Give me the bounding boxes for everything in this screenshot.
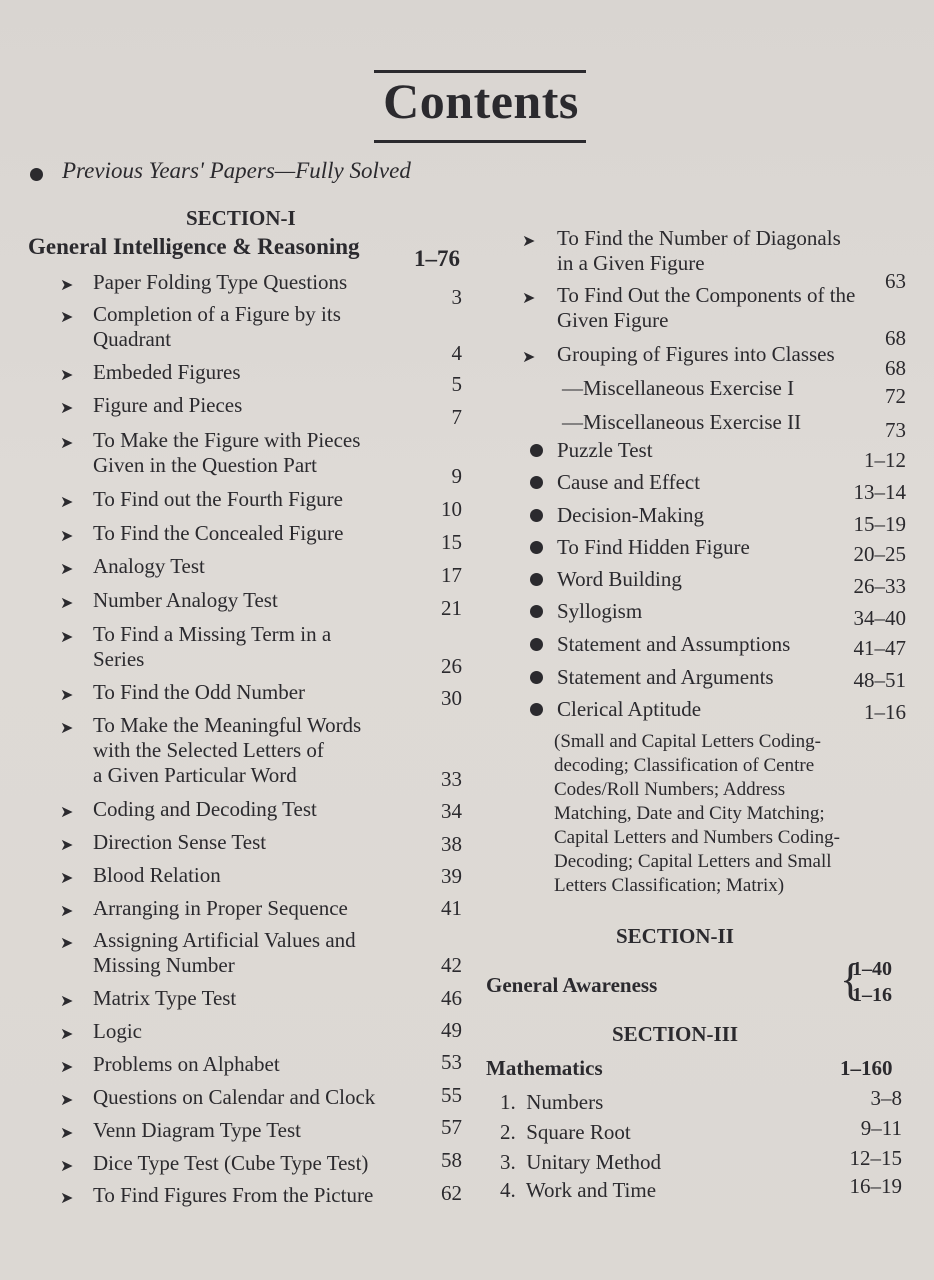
toc-entry-page: 15 [441,530,462,554]
page-title: Contents [383,73,579,129]
math-entry-page: 16–19 [849,1174,902,1198]
toc-entry-title: Arranging in Proper Sequence [93,896,348,920]
toc-entry [60,830,460,855]
toc-entry-page: 55 [441,1083,462,1107]
section2-label: SECTION-II [616,924,734,948]
toc-entry-page: 26–33 [853,574,906,598]
arrow-bullet-icon: ➤ [60,1188,74,1207]
toc-entry-title: Word Building [557,567,682,591]
toc-entry [522,599,867,624]
toc-entry [60,428,460,478]
arrow-bullet-icon: ➤ [60,1156,74,1175]
toc-entry-page: 68 [885,356,906,380]
math-entry-page: 9–11 [860,1116,902,1140]
toc-entry-page: 33 [441,767,462,791]
toc-entry [60,928,460,978]
section1-label: SECTION-I [186,206,296,230]
toc-entry-page: 3 [451,285,462,309]
toc-entry-title: To Find Figures From the Picture [93,1183,374,1207]
arrow-bullet-icon: ➤ [60,1090,74,1109]
arrow-bullet-icon: ➤ [60,1057,74,1076]
toc-entry-title: Clerical Aptitude [557,697,702,721]
toc-entry-page: 62 [441,1181,462,1205]
toc-entry [60,1085,460,1110]
toc-entry-page: 68 [885,326,906,350]
toc-entry-page: 26 [441,654,462,678]
toc-entry-title: Syllogism [557,599,643,623]
toc-entry-title: Dice Type Test (Cube Type Test) [93,1151,369,1175]
toc-entry-title: Blood Relation [93,863,221,887]
toc-entry-page: 20–25 [853,542,906,566]
toc-entry-title: Decision-Making [557,503,704,527]
toc-entry-page: 53 [441,1050,462,1074]
math-entry-page: 12–15 [849,1146,902,1170]
math-entry-page: 3–8 [870,1086,902,1110]
toc-entry [60,896,460,921]
arrow-bullet-icon: ➤ [60,901,74,920]
toc-entry-title: Assigning Artificial Values and Missing Number [93,928,356,977]
arrow-bullet-icon: ➤ [60,398,74,417]
toc-entry-title: Number Analogy Test [93,588,278,612]
toc-entry-title: To Find the Number of Diagonals in a Given Figure [557,226,841,275]
arrow-bullet-icon: ➤ [60,307,74,326]
toc-entry [60,680,460,705]
bullet-icon [530,476,543,489]
toc-entry [522,438,867,463]
toc-entry-page: 9 [451,464,462,488]
toc-entry [60,797,460,822]
toc-entry [60,554,460,579]
toc-entry-page: 72 [885,384,906,408]
section1-pages: 1–76 [414,246,460,271]
brace-symbol: { [840,955,862,1004]
toc-entry [60,588,460,613]
toc-entry-title: —Miscellaneous Exercise I [562,376,795,400]
toc-entry-title: To Find the Concealed Figure [93,521,344,545]
toc-entry [522,410,867,435]
toc-entry [522,632,867,657]
toc-entry [522,470,867,495]
toc-entry-title: Puzzle Test [557,438,653,462]
arrow-bullet-icon: ➤ [60,868,74,887]
toc-entry-title: Figure and Pieces [93,393,243,417]
toc-entry-page: 1–12 [864,448,906,472]
toc-entry [522,283,867,333]
arrow-bullet-icon: ➤ [60,718,74,737]
toc-entry-title: To Find Out the Components of the Given Figure [557,283,856,332]
arrow-bullet-icon: ➤ [522,231,536,250]
toc-entry [60,863,460,888]
toc-entry-page: 58 [441,1148,462,1172]
bullet-icon [530,703,543,716]
toc-entry [60,270,460,295]
toc-entry [60,622,460,672]
toc-entry-title: —Miscellaneous Exercise II [562,410,802,434]
arrow-bullet-icon: ➤ [60,593,74,612]
toc-entry [522,665,867,690]
arrow-bullet-icon: ➤ [60,433,74,452]
toc-entry-title: Logic [93,1019,142,1043]
toc-entry [60,1052,460,1077]
toc-entry-page: 34 [441,799,462,823]
bullet-icon [530,509,543,522]
arrow-bullet-icon: ➤ [60,1123,74,1142]
toc-entry [60,986,460,1011]
toc-entry-page: 5 [451,372,462,396]
toc-entry-title: Coding and Decoding Test [93,797,317,821]
toc-entry-page: 7 [451,405,462,429]
arrow-bullet-icon: ➤ [60,275,74,294]
toc-entry-title: Grouping of Figures into Classes [557,342,835,366]
toc-entry-page: 30 [441,686,462,710]
section3-label: SECTION-III [612,1022,739,1046]
toc-entry-page: 41–47 [853,636,906,660]
toc-entry [60,393,460,418]
toc-entry-title: Completion of a Figure by its Quadrant [93,302,341,351]
arrow-bullet-icon: ➤ [60,492,74,511]
toc-entry-title: Paper Folding Type Questions [93,270,348,294]
title-rule-bottom [374,140,586,143]
toc-entry-title: Questions on Calendar and Clock [93,1085,376,1109]
bullet-icon [530,444,543,457]
toc-entry [60,1019,460,1044]
toc-entry-page: 15–19 [853,512,906,536]
toc-entry-page: 46 [441,986,462,1010]
toc-entry-page: 4 [451,341,462,365]
toc-entry-page: 21 [441,596,462,620]
section3-pages: 1–160 [840,1056,893,1080]
arrow-bullet-icon: ➤ [60,685,74,704]
toc-entry-title: Direction Sense Test [93,830,267,854]
arrow-bullet-icon: ➤ [522,288,536,307]
arrow-bullet-icon: ➤ [60,627,74,646]
toc-entry [522,697,867,722]
toc-entry-title: To Make the Figure with Pieces Given in the Question Part [93,428,361,477]
toc-entry [522,226,867,276]
bullet-icon [530,605,543,618]
toc-entry-page: 38 [441,832,462,856]
section2-pages-a: 1–40 [852,958,892,980]
toc-entry-page: 49 [441,1018,462,1042]
toc-entry [60,1183,460,1208]
toc-entry [522,342,867,367]
math-entry-title: 3. Unitary Method [500,1150,661,1174]
arrow-bullet-icon: ➤ [60,933,74,952]
arrow-bullet-icon: ➤ [60,559,74,578]
toc-entry [60,1151,460,1176]
toc-entry [522,503,867,528]
bullet-icon [530,573,543,586]
arrow-bullet-icon: ➤ [60,526,74,545]
arrow-bullet-icon: ➤ [60,802,74,821]
section2-heading: General Awareness [486,973,658,997]
toc-entry [522,376,867,401]
math-entry-title: 4. Work and Time [500,1178,657,1202]
toc-entry-page: 34–40 [853,606,906,630]
toc-entry-title: To Find a Missing Term in a Series [93,622,332,671]
clerical-note: (Small and Capital Letters Coding- decoding; Classification of Centre Codes/Roll Numbers; Address Matching, Date and City Matching; Capital Letters and Numbers Coding- Decoding; Capital Letters and Small Letters Classification; Matrix) [554,731,840,896]
bullet-icon [530,541,543,554]
toc-entry-page: 41 [441,896,462,920]
bullet-icon [530,638,543,651]
section3-heading: Mathematics [486,1056,603,1080]
toc-entry [60,487,460,512]
toc-entry [60,521,460,546]
toc-entry-title: Statement and Assumptions [557,632,791,656]
math-entry-title: 2. Square Root [500,1120,631,1144]
toc-entry-title: Matrix Type Test [93,986,237,1010]
toc-entry-page: 17 [441,563,462,587]
toc-entry-page: 13–14 [853,480,906,504]
toc-entry-title: Statement and Arguments [557,665,774,689]
toc-entry-page: 10 [441,497,462,521]
toc-entry-title: Venn Diagram Type Test [93,1118,301,1142]
toc-entry-title: Analogy Test [93,554,205,578]
intro-heading: Previous Years' Papers—Fully Solved [62,158,411,183]
bullet-icon [530,671,543,684]
section1-heading: General Intelligence & Reasoning [28,234,360,259]
arrow-bullet-icon: ➤ [522,347,536,366]
arrow-bullet-icon: ➤ [60,1024,74,1043]
toc-entry-title: To Find the Odd Number [93,680,306,704]
toc-entry [60,360,460,385]
arrow-bullet-icon: ➤ [60,991,74,1010]
toc-entry-page: 57 [441,1115,462,1139]
arrow-bullet-icon: ➤ [60,835,74,854]
toc-entry [522,567,867,592]
toc-entry-page: 1–16 [864,700,906,724]
toc-entry-title: To Find out the Fourth Figure [93,487,343,511]
toc-entry-page: 42 [441,953,462,977]
toc-entry [60,1118,460,1143]
toc-entry-title: Cause and Effect [557,470,701,494]
toc-entry-title: To Make the Meaningful Words with the Selected Letters of a Given Particular Word [93,713,362,787]
bullet-icon [30,168,43,181]
toc-entry-page: 48–51 [853,668,906,692]
toc-entry-title: To Find Hidden Figure [557,535,750,559]
toc-entry-page: 73 [885,418,906,442]
arrow-bullet-icon: ➤ [60,365,74,384]
toc-entry-page: 39 [441,864,462,888]
math-entry-title: 1. Numbers [500,1090,604,1114]
toc-entry [522,535,867,560]
section2-pages-b: 1–16 [852,984,892,1006]
toc-entry [60,713,460,788]
toc-entry-title: Embeded Figures [93,360,241,384]
toc-entry-title: Problems on Alphabet [93,1052,280,1076]
toc-entry [60,302,460,352]
toc-entry-page: 63 [885,269,906,293]
